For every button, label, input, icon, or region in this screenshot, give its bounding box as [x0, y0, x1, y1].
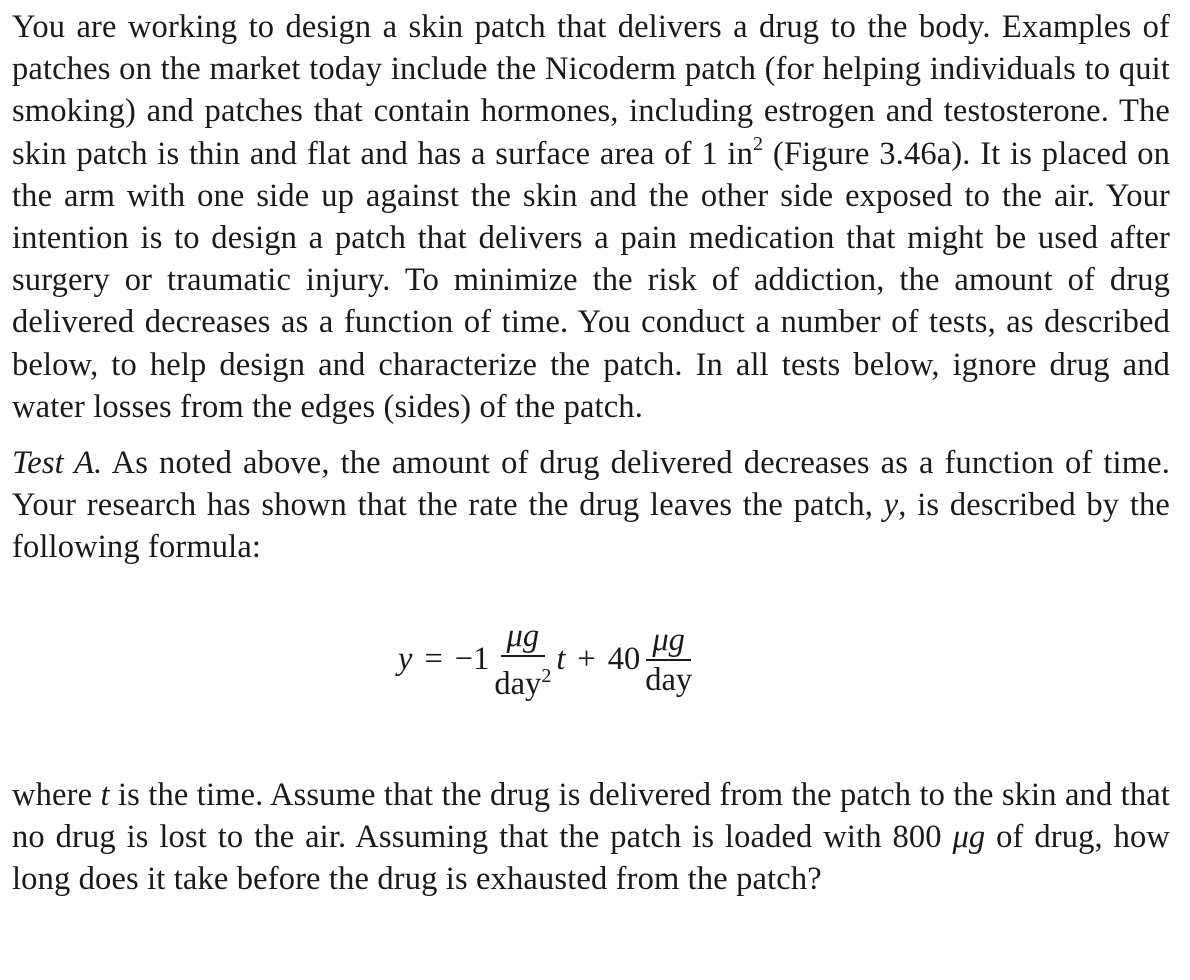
intro-text-part2: (Figure 3.46a). It is placed on the arm with one side up against the skin and the other side exposed to the air. Your intention is to design a patch that delivers a pain medication that might be used after surgery or traumatic injury. To minimize the risk of addiction, the amount of drug delivered decreases as a function of time. You conduct a number of tests, as described below, to help design and characterize the patch. In all tests below, ignore drug and water losses from the edges (sides) of the patch.	[12, 135, 1171, 425]
fraction-2-numerator: μg	[646, 623, 691, 661]
test-a-text-after: , is described by the following formula:	[12, 487, 1170, 566]
question-text-mid: is the time. Assume that the drug is delivered from the patch to the skin and that no drug is lost to the air. Assuming that the patch is loaded with 800	[12, 776, 1171, 855]
test-a-text-before: As noted above, the amount of drug delivered decreases as a function of time. Your research has shown that the rate the drug leaves the patch,	[12, 445, 1170, 524]
equation-block	[12, 569, 1170, 774]
intro-paragraph	[12, 6, 1170, 428]
equation-equals: =	[424, 641, 443, 678]
fraction-1-denominator	[492, 657, 553, 701]
fraction-2-denominator: day	[645, 661, 693, 698]
fraction-1-denominator-exponent: 2	[541, 664, 552, 687]
document-page	[12, 6, 1170, 900]
equation-plus: +	[577, 641, 596, 678]
area-exponent: 2	[753, 132, 764, 155]
rate-variable: y	[883, 487, 899, 524]
equation-lhs: y	[398, 641, 413, 678]
test-a-label: Test A.	[12, 445, 103, 482]
rate-equation	[398, 619, 697, 701]
question-text-before: where	[12, 776, 101, 813]
question-paragraph	[12, 774, 1170, 901]
fraction-2	[643, 623, 694, 697]
intro-text-part1: You are working to design a skin patch that delivers a drug to the body. Examples of patches on the market today include the Nicoderm patch (for helping individuals to quit smoking) and patches that contain hormones, including estrogen and testosterone. The skin patch is thin and flat and has a surface area of 1 in	[12, 9, 1170, 172]
equation-coef2: 40	[607, 641, 641, 678]
equation-coef1: −1	[454, 641, 490, 678]
equation-time-var: t	[556, 641, 566, 678]
test-a-paragraph	[12, 442, 1170, 569]
fraction-1-denominator-base: day	[494, 665, 542, 702]
fraction-1	[492, 619, 553, 701]
question-time-var: t	[100, 776, 110, 813]
fraction-1-numerator: μg	[501, 619, 546, 657]
question-unit: μg	[952, 818, 986, 855]
question-text-end: of drug, how long does it take before the drug is exhausted from the patch?	[12, 818, 1170, 898]
